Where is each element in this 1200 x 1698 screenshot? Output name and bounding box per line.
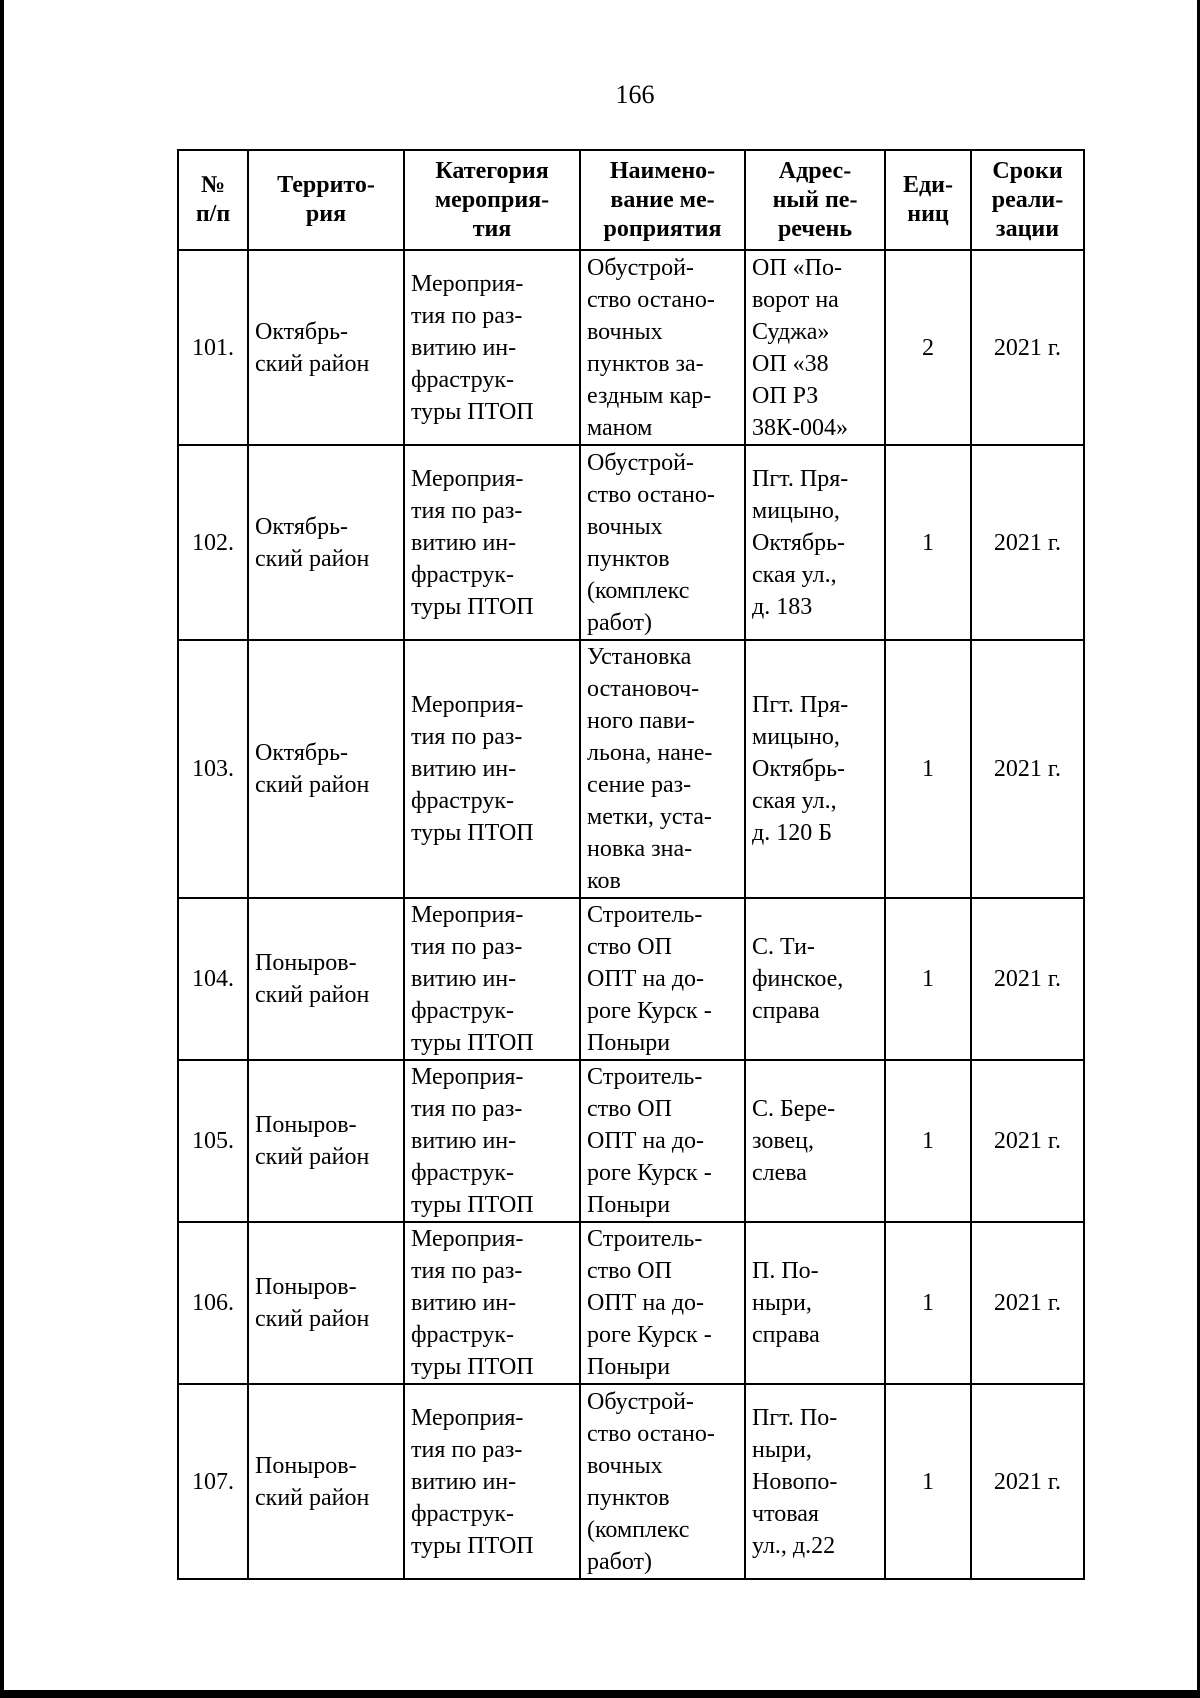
header-name: Наимено- вание ме- роприятия bbox=[580, 150, 745, 250]
row-name: Обустрой- ство остано- вочных пунктов (комплекс работ) bbox=[580, 445, 745, 640]
row-address: С. Ти- финское, справа bbox=[745, 898, 885, 1060]
row-territory: Октябрь- ский район bbox=[248, 445, 404, 640]
row-address: Пгт. По- ныри, Новопо- чтовая ул., д.22 bbox=[745, 1384, 885, 1579]
measures-table bbox=[177, 149, 1085, 1580]
row-territory: Поныров- ский район bbox=[248, 1222, 404, 1384]
row-number: 106. bbox=[178, 1222, 248, 1384]
row-address: С. Бере- зовец, слева bbox=[745, 1060, 885, 1222]
row-category: Мероприя- тия по раз- витию ин- фраструк- туры ПТОП bbox=[404, 445, 580, 640]
row-name: Установка остановоч- ного пави- льона, нане- сение раз- метки, уста- новка зна- ков bbox=[580, 640, 745, 898]
row-term: 2021 г. bbox=[971, 445, 1084, 640]
row-term: 2021 г. bbox=[971, 898, 1084, 1060]
row-address: Пгт. Пря- мицыно, Октябрь- ская ул., д. 183 bbox=[745, 445, 885, 640]
row-territory: Поныров- ский район bbox=[248, 1384, 404, 1579]
row-address: Пгт. Пря- мицыно, Октябрь- ская ул., д. 120 Б bbox=[745, 640, 885, 898]
row-term: 2021 г. bbox=[971, 1060, 1084, 1222]
row-units: 1 bbox=[885, 1384, 971, 1579]
table-row bbox=[178, 1222, 1084, 1384]
row-territory: Октябрь- ский район bbox=[248, 640, 404, 898]
row-number: 107. bbox=[178, 1384, 248, 1579]
row-name: Обустрой- ство остано- вочных пунктов за- ездным кар- маном bbox=[580, 250, 745, 445]
header-address: Адрес- ный пе- речень bbox=[745, 150, 885, 250]
row-category: Мероприя- тия по раз- витию ин- фраструк- туры ПТОП bbox=[404, 640, 580, 898]
row-category: Мероприя- тия по раз- витию ин- фраструк- туры ПТОП bbox=[404, 1060, 580, 1222]
row-territory: Поныров- ский район bbox=[248, 1060, 404, 1222]
row-territory: Поныров- ский район bbox=[248, 898, 404, 1060]
row-term: 2021 г. bbox=[971, 250, 1084, 445]
row-number: 104. bbox=[178, 898, 248, 1060]
table-row bbox=[178, 1060, 1084, 1222]
table-header-row bbox=[178, 150, 1084, 250]
row-term: 2021 г. bbox=[971, 1384, 1084, 1579]
page-number: 166 bbox=[615, 80, 655, 109]
row-territory: Октябрь- ский район bbox=[248, 250, 404, 445]
table-row bbox=[178, 1384, 1084, 1579]
header-category: Категория мероприя- тия bbox=[404, 150, 580, 250]
header-term: Сроки реали- зации bbox=[971, 150, 1084, 250]
row-term: 2021 г. bbox=[971, 1222, 1084, 1384]
row-name: Строитель- ство ОП ОПТ на до- роге Курск - Поныри bbox=[580, 1222, 745, 1384]
table-row bbox=[178, 445, 1084, 640]
row-units: 1 bbox=[885, 1060, 971, 1222]
row-name: Обустрой- ство остано- вочных пунктов (комплекс работ) bbox=[580, 1384, 745, 1579]
row-category: Мероприя- тия по раз- витию ин- фраструк- туры ПТОП bbox=[404, 1384, 580, 1579]
row-units: 1 bbox=[885, 445, 971, 640]
header-units: Еди- ниц bbox=[885, 150, 971, 250]
header-territory: Террито- рия bbox=[248, 150, 404, 250]
row-category: Мероприя- тия по раз- витию ин- фраструк- туры ПТОП bbox=[404, 898, 580, 1060]
table-row bbox=[178, 898, 1084, 1060]
row-category: Мероприя- тия по раз- витию ин- фраструк- туры ПТОП bbox=[404, 250, 580, 445]
scan-border-bottom bbox=[0, 1690, 1200, 1698]
row-number: 103. bbox=[178, 640, 248, 898]
row-number: 105. bbox=[178, 1060, 248, 1222]
row-term: 2021 г. bbox=[971, 640, 1084, 898]
row-units: 2 bbox=[885, 250, 971, 445]
row-number: 101. bbox=[178, 250, 248, 445]
row-category: Мероприя- тия по раз- витию ин- фраструк- туры ПТОП bbox=[404, 1222, 580, 1384]
row-address: П. По- ныри, справа bbox=[745, 1222, 885, 1384]
scan-border-left bbox=[0, 0, 4, 1698]
table-row bbox=[178, 640, 1084, 898]
header-number: № п/п bbox=[178, 150, 248, 250]
table-row bbox=[178, 250, 1084, 445]
row-units: 1 bbox=[885, 898, 971, 1060]
row-number: 102. bbox=[178, 445, 248, 640]
row-name: Строитель- ство ОП ОПТ на до- роге Курск - Поныри bbox=[580, 1060, 745, 1222]
row-units: 1 bbox=[885, 640, 971, 898]
row-units: 1 bbox=[885, 1222, 971, 1384]
row-name: Строитель- ство ОП ОПТ на до- роге Курск - Поныри bbox=[580, 898, 745, 1060]
row-address: ОП «По- ворот на Суджа» ОП «38 ОП РЗ 38К-004» bbox=[745, 250, 885, 445]
